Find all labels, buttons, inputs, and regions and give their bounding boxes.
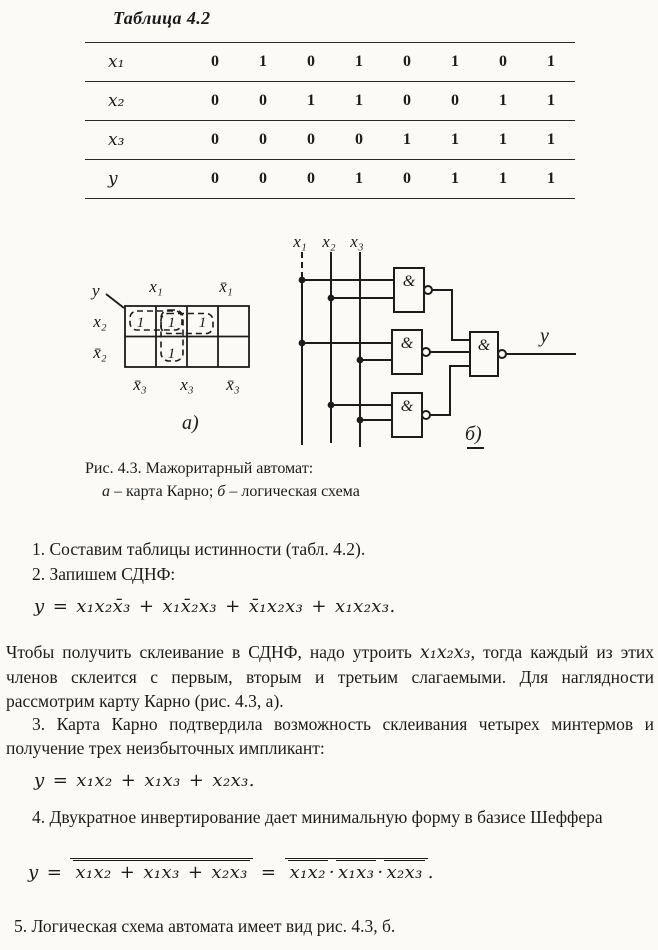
cell-value: 0 xyxy=(259,170,267,187)
cell-value: 1 xyxy=(547,53,555,70)
gate-symbol: & xyxy=(402,273,416,290)
cell-value: 1 xyxy=(499,92,507,109)
outer-overline-product xyxy=(285,858,428,883)
cell-value: 0 xyxy=(259,131,267,148)
cell-value: 1 xyxy=(355,170,363,187)
cell-value: 0 xyxy=(451,92,459,109)
row-label: x₂ xyxy=(108,91,125,111)
list-item-3: 3. Карта Карно подтвердила возможность склеивания четырех минтермов и получение трех неизбыточных импликант: xyxy=(6,714,654,758)
cell-value: 1 xyxy=(451,53,459,70)
cell-value: 0 xyxy=(211,53,219,70)
table-row-x3 xyxy=(85,121,575,159)
cell-value: 1 xyxy=(499,170,507,187)
figure-4-3 xyxy=(0,228,658,456)
sheffer-period: . xyxy=(427,862,434,883)
kmap-corner-label: y xyxy=(92,281,100,300)
junction-dot xyxy=(328,295,335,302)
overline-sum: x₁x₂ + x₁x₃ + x₂x₃ xyxy=(75,862,248,883)
g1-inversion-bubble xyxy=(424,286,432,294)
sheffer-lhs: y xyxy=(28,862,39,883)
kmap-one: 1 xyxy=(167,346,176,362)
formula-sdnf: y = x₁x₂x̄₃ + x₁x̄₂x₃ + x̄₁x₂x₃ + x₁x₂x₃. xyxy=(34,596,396,617)
kmap-col-label-not-x1: x̄₁ xyxy=(219,277,233,296)
cell-value: 0 xyxy=(403,53,411,70)
kmap-row-label-not-x2: x̄₂ xyxy=(93,343,107,362)
cell-value: 1 xyxy=(355,92,363,109)
cell-value: 0 xyxy=(499,53,507,70)
logic-circuit xyxy=(299,252,576,448)
table-row-x2 xyxy=(85,82,575,120)
g3-output-wire xyxy=(430,366,470,415)
cell-value: 1 xyxy=(307,92,315,109)
table-row-y xyxy=(85,160,575,198)
double-overline-group xyxy=(70,858,252,883)
cell-value: 1 xyxy=(547,131,555,148)
gate-symbol: & xyxy=(477,337,491,354)
caption-line-2 xyxy=(85,480,360,503)
output-label-y: y xyxy=(540,325,549,347)
list-item-4: 4. Двукратное инвертирование дает минимальную форму в базисе Шеффера xyxy=(32,807,603,827)
junction-dot xyxy=(357,417,364,424)
caption-b: б xyxy=(217,483,226,500)
formula-sheffer xyxy=(28,862,648,883)
paragraph-gluing xyxy=(6,640,654,713)
row-label: x₁ xyxy=(108,52,125,72)
sheffer-equals: = xyxy=(46,862,63,883)
cell-value: 1 xyxy=(355,53,363,70)
table-row-x1 xyxy=(85,43,575,81)
cell-value: 0 xyxy=(307,131,315,148)
kmap-one: 1 xyxy=(136,315,145,331)
kmap-bottom-label-x3: x₃ xyxy=(180,375,194,394)
kmap-bottom-label-not-x3: x̄₃ xyxy=(226,375,240,394)
cell-value: 0 xyxy=(355,131,363,148)
cell-value: 0 xyxy=(403,170,411,187)
kmap-bottom-label-not-x3: x̄₃ xyxy=(133,375,147,394)
caption-a-text: – карта Карно; xyxy=(110,483,218,500)
g1-output-wire xyxy=(432,290,470,340)
input-label-x1: x₁ xyxy=(293,232,307,251)
overline-term-2: x₁x₃ xyxy=(337,862,375,883)
karnaugh-map xyxy=(106,294,249,367)
junction-dot xyxy=(328,402,335,409)
paragraph-text: , тогда каждый из этих членов склеится с первым, вторым и третьим слагаемыми. Для наглядности рассмотрим карту Карно (рис. 4.3, а). xyxy=(6,642,654,711)
kmap-ones xyxy=(137,315,207,362)
input-label-x2: x₂ xyxy=(322,232,336,251)
caption-b-text: – логическая схема xyxy=(225,483,360,500)
g3-inversion-bubble xyxy=(422,411,430,419)
cell-value: 0 xyxy=(211,92,219,109)
figure-caption xyxy=(85,457,360,503)
caption-a: а xyxy=(102,483,110,500)
table-title: Таблица 4.2 xyxy=(113,8,211,28)
row-label: x₃ xyxy=(108,130,125,150)
kmap-row-label-x2: x₂ xyxy=(93,312,107,331)
cell-value: 0 xyxy=(211,131,219,148)
gate-symbol: & xyxy=(400,398,414,415)
truth-table xyxy=(85,42,575,199)
gate-symbol: & xyxy=(400,335,414,352)
product-dot: · xyxy=(377,862,384,883)
junction-dot xyxy=(357,357,364,364)
cell-value: 0 xyxy=(307,53,315,70)
cell-value: 1 xyxy=(451,131,459,148)
kmap-pointer-line xyxy=(106,294,124,308)
cell-value: 1 xyxy=(403,131,411,148)
cell-value: 1 xyxy=(451,170,459,187)
list-item-2: 2. Запишем СДНФ: xyxy=(32,564,176,584)
g2-inversion-bubble xyxy=(422,348,430,356)
inline-math-x1x2x3: x₁x₂x₃ xyxy=(419,643,471,663)
row-label: y xyxy=(108,169,118,189)
circuit-sublabel-b: б) xyxy=(465,423,482,445)
input-label-x3: x₃ xyxy=(350,232,364,251)
overline-term-3: x₂x₃ xyxy=(386,862,423,883)
list-item-1: 1. Составим таблицы истинности (табл. 4.2). xyxy=(32,539,366,559)
junction-dot xyxy=(299,340,306,347)
kmap-col-label-x1: x₁ xyxy=(149,277,163,296)
cell-value: 0 xyxy=(403,92,411,109)
kmap-sublabel-a: а) xyxy=(182,412,199,434)
list-item-5: 5. Логическая схема автомата имеет вид рис. 4.3, б. xyxy=(14,916,396,936)
overline-term-1: x₁x₂ xyxy=(289,862,326,883)
cell-value: 1 xyxy=(499,131,507,148)
kmap-one: 1 xyxy=(198,315,207,331)
cell-value: 1 xyxy=(547,170,555,187)
kmap-one: 1 xyxy=(167,315,176,331)
caption-line-1: Рис. 4.3. Мажоритарный автомат: xyxy=(85,460,314,477)
cell-value: 0 xyxy=(259,92,267,109)
g4-inversion-bubble xyxy=(498,350,506,358)
cell-value: 1 xyxy=(259,53,267,70)
cell-value: 1 xyxy=(547,92,555,109)
sheffer-equals-2: = xyxy=(260,862,277,883)
product-dot: · xyxy=(328,862,335,883)
paragraph-text: Чтобы получить склеивание в СДНФ, надо утроить xyxy=(6,642,420,662)
formula-minimal: y = x₁x₂ + x₁x₃ + x₂x₃. xyxy=(34,770,255,791)
cell-value: 0 xyxy=(211,170,219,187)
cell-value: 0 xyxy=(307,170,315,187)
table-rule-bottom xyxy=(85,198,575,199)
junction-dot xyxy=(299,277,306,284)
